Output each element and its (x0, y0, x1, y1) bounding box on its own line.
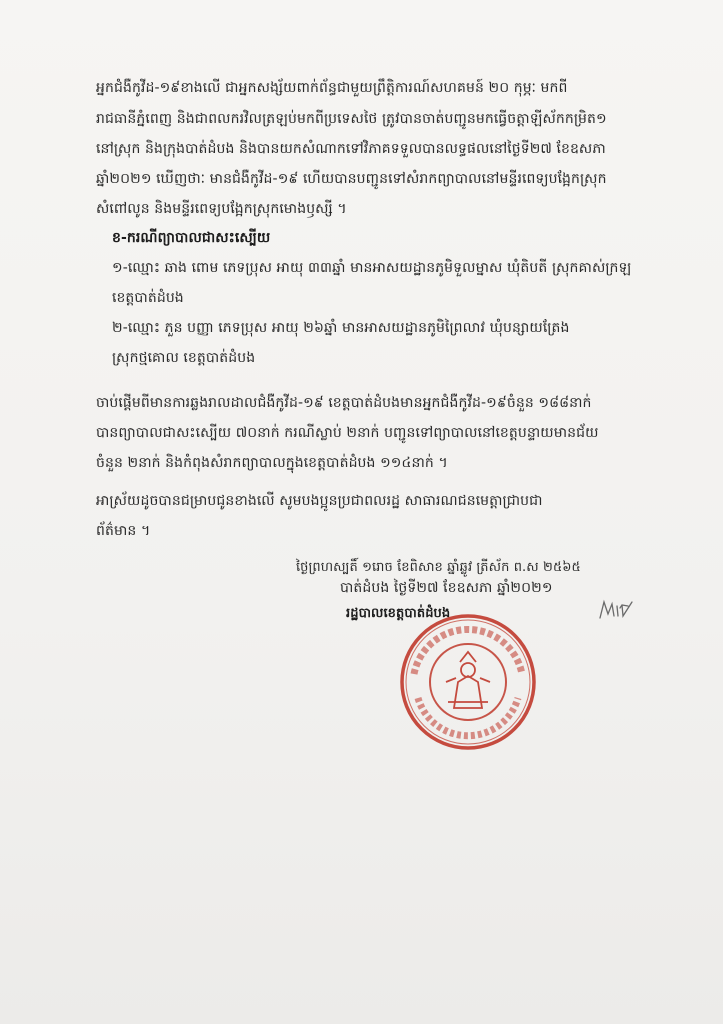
signature-mark (598, 596, 638, 624)
paragraph-line: ព័ត៌មាន ។ (96, 523, 151, 539)
official-stamp (398, 612, 538, 752)
paragraph-line: សំពៅលូន និងមន្ទីរពេទ្យបង្អែកស្រុកមោងឫស្សី ។ (96, 201, 347, 217)
case-line: ២-ឈ្មោះ ភួន បញ្ញា ភេទប្រុស អាយុ ២៦ឆ្នាំ មានអាសយដ្ឋានភូមិព្រៃលាវ ឃុំបន្សាយត្រែង (112, 320, 570, 336)
case-line: ខេត្តបាត់ដំបង (112, 290, 184, 306)
case-line: ស្រុកថ្មគោល ខេត្តបាត់ដំបង (112, 350, 256, 366)
paragraph-line: បានព្យាបាលជាសះស្បើយ ៧០នាក់ ករណីស្លាប់ ២នាក់ បញ្ជូនទៅព្យាបាលនៅខេត្តបន្ទាយមានជ័យ (96, 425, 599, 441)
signatory-title: រដ្ឋបាលខេត្តបាត់ដំបង (346, 606, 451, 621)
paragraph-line: ចាប់ផ្តើមពីមានការឆ្លងរាលដាលជំងឺកូវីដ-១៩ ខេត្តបាត់ដំបងមានអ្នកជំងឺកូវីដ-១៩ចំនួន ១៨៨នាក់ (96, 395, 592, 411)
paragraph-line: អាស្រ័យដូចបានជម្រាបជូនខាងលើ សូមបងប្អូនប្រជាពលរដ្ឋ សាធារណជនមេត្តាជ្រាបជា (96, 493, 543, 509)
date-lunar: ថ្ងៃព្រហស្បតិ៍ ១រោច ខែពិសាខ ឆ្នាំឆ្លូវ ត្រីស័ក ព.ស ២៥៦៥ (296, 560, 581, 575)
date-solar: បាត់ដំបង ថ្ងៃទី២៧ ខែឧសភា ឆ្នាំ២០២១ (340, 580, 553, 596)
paragraph-line: ចំនួន ២នាក់ និងកំពុងសំរាកព្យាបាលក្នុងខេត្តបាត់ដំបង ១១៤នាក់ ។ (96, 455, 448, 471)
section-heading: ខ-ករណីព្យាបាលជាសះស្បើយ (112, 230, 271, 246)
paragraph-line: រាជធានីភ្នំពេញ និងជាពលករវិលត្រឡប់មកពីប្រទេសថៃ ត្រូវបានចាត់បញ្ជូនមកធ្វើចត្តាឡីស័កកម្រិត១ (96, 111, 607, 127)
case-line: ១-ឈ្មោះ ឆាង ពោម ភេទប្រុស អាយុ ៣៣ឆ្នាំ មានអាសយដ្ឋានភូមិទួលម្នាស ឃុំតិបតី ស្រុកគាស់ក្រឡ (112, 260, 632, 276)
paragraph-line: នៅស្រុក និងក្រុងបាត់ដំបង និងបានយកសំណាកទៅវិភាគទទួលបានលទ្ធផលនៅថ្ងៃទី២៧ ខែឧសភា (96, 141, 606, 157)
paragraph-line: ឆ្នាំ២០២១ ឃើញថាៈ មានជំងឺកូវីដ-១៩ ហើយបានបញ្ជូនទៅសំរាកព្យាបាលនៅមន្ទីរពេទ្យបង្អែកស្រុក (96, 171, 607, 187)
paragraph-line: អ្នកជំងឺកូវីដ-១៩ខាងលើ ជាអ្នកសង្ស័យពាក់ព័ន្ធជាមួយព្រឹត្តិការណ៍សហគមន៍ ២០ កុម្ភៈ មកពី (96, 80, 568, 96)
